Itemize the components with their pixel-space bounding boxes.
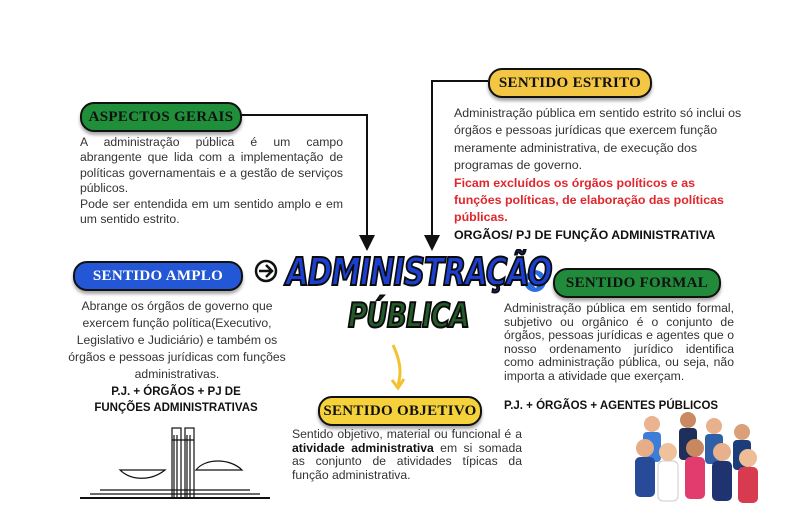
sentido-objetivo-p1c: em si somada as conjunto de atividades típicas da função administrativa. bbox=[292, 440, 522, 482]
main-title-line2: PÚBLICA bbox=[348, 296, 469, 336]
sentido-formal-text bbox=[504, 302, 734, 384]
sentido-objetivo-label: SENTIDO OBJETIVO bbox=[318, 396, 482, 426]
public-agents-illustration bbox=[635, 412, 758, 503]
sentido-amplo-label: SENTIDO AMPLO bbox=[73, 261, 243, 291]
sentido-amplo-formula: P.J. + ÓRGÃOS + PJ DE FUNÇÕES ADMINISTRATIVAS bbox=[94, 386, 258, 414]
sentido-estrito-p1: Administração pública em sentido estrito só inclui os órgãos e pessoas jurídicas que exercem função meramente administrativa, de execução dos programas de governo. bbox=[454, 106, 742, 173]
aspectos-gerais-p2: Pode ser entendida em um sentido amplo e em um sentido estrito. bbox=[80, 196, 343, 227]
sentido-formal-label: SENTIDO FORMAL bbox=[553, 268, 721, 298]
aspectos-gerais-p1: A administração pública é um campo abrangente que lida com a implementação de políticas governamentais e a gestão de serviços públicos. bbox=[80, 135, 343, 196]
sentido-estrito-formula: ORGÃOS/ PJ DE FUNÇÃO ADMINISTRATIVA bbox=[454, 227, 716, 242]
main-title-line1: ADMINISTRAÇÃO bbox=[286, 250, 552, 294]
sentido-amplo-p1: Abrange os órgãos de governo que exercem função política(Executivo, Legislativo e Judiciário) e também os órgãos e pessoas jurídicas com funções administrativas. bbox=[68, 299, 286, 381]
sentido-formal-p1: Administração pública em sentido formal, subjetivo ou orgânico é o conjunto de órgãos, pessoas jurídicas e agentes que o nosso ordenamento jurídico identifica como administração pública, ou seja, não importa a atividade que exerçam. bbox=[504, 301, 734, 383]
congress-building-icon bbox=[80, 428, 270, 498]
sentido-amplo-text bbox=[62, 298, 292, 383]
sentido-objetivo-p1a: Sentido objetivo, material ou funcional é a bbox=[292, 427, 522, 441]
yellow-arrow-icon bbox=[393, 345, 400, 385]
sentido-objetivo-p1b: atividade administrativa bbox=[292, 440, 434, 455]
aspectos-gerais-text bbox=[80, 135, 343, 227]
sentido-estrito-highlight: Ficam excluídos os órgãos políticos e as funções políticas, de elaboração das políticas públicas. bbox=[454, 175, 724, 225]
sentido-objetivo-text bbox=[292, 428, 522, 482]
aspectos-gerais-label: ASPECTOS GERAIS bbox=[80, 102, 242, 132]
sentido-formal-formula: P.J. + ÓRGÃOS + AGENTES PÚBLICOS bbox=[504, 400, 719, 412]
sentido-estrito-text bbox=[454, 105, 744, 244]
sentido-estrito-label: SENTIDO ESTRITO bbox=[488, 68, 652, 98]
arrow-right-icon bbox=[256, 261, 276, 281]
